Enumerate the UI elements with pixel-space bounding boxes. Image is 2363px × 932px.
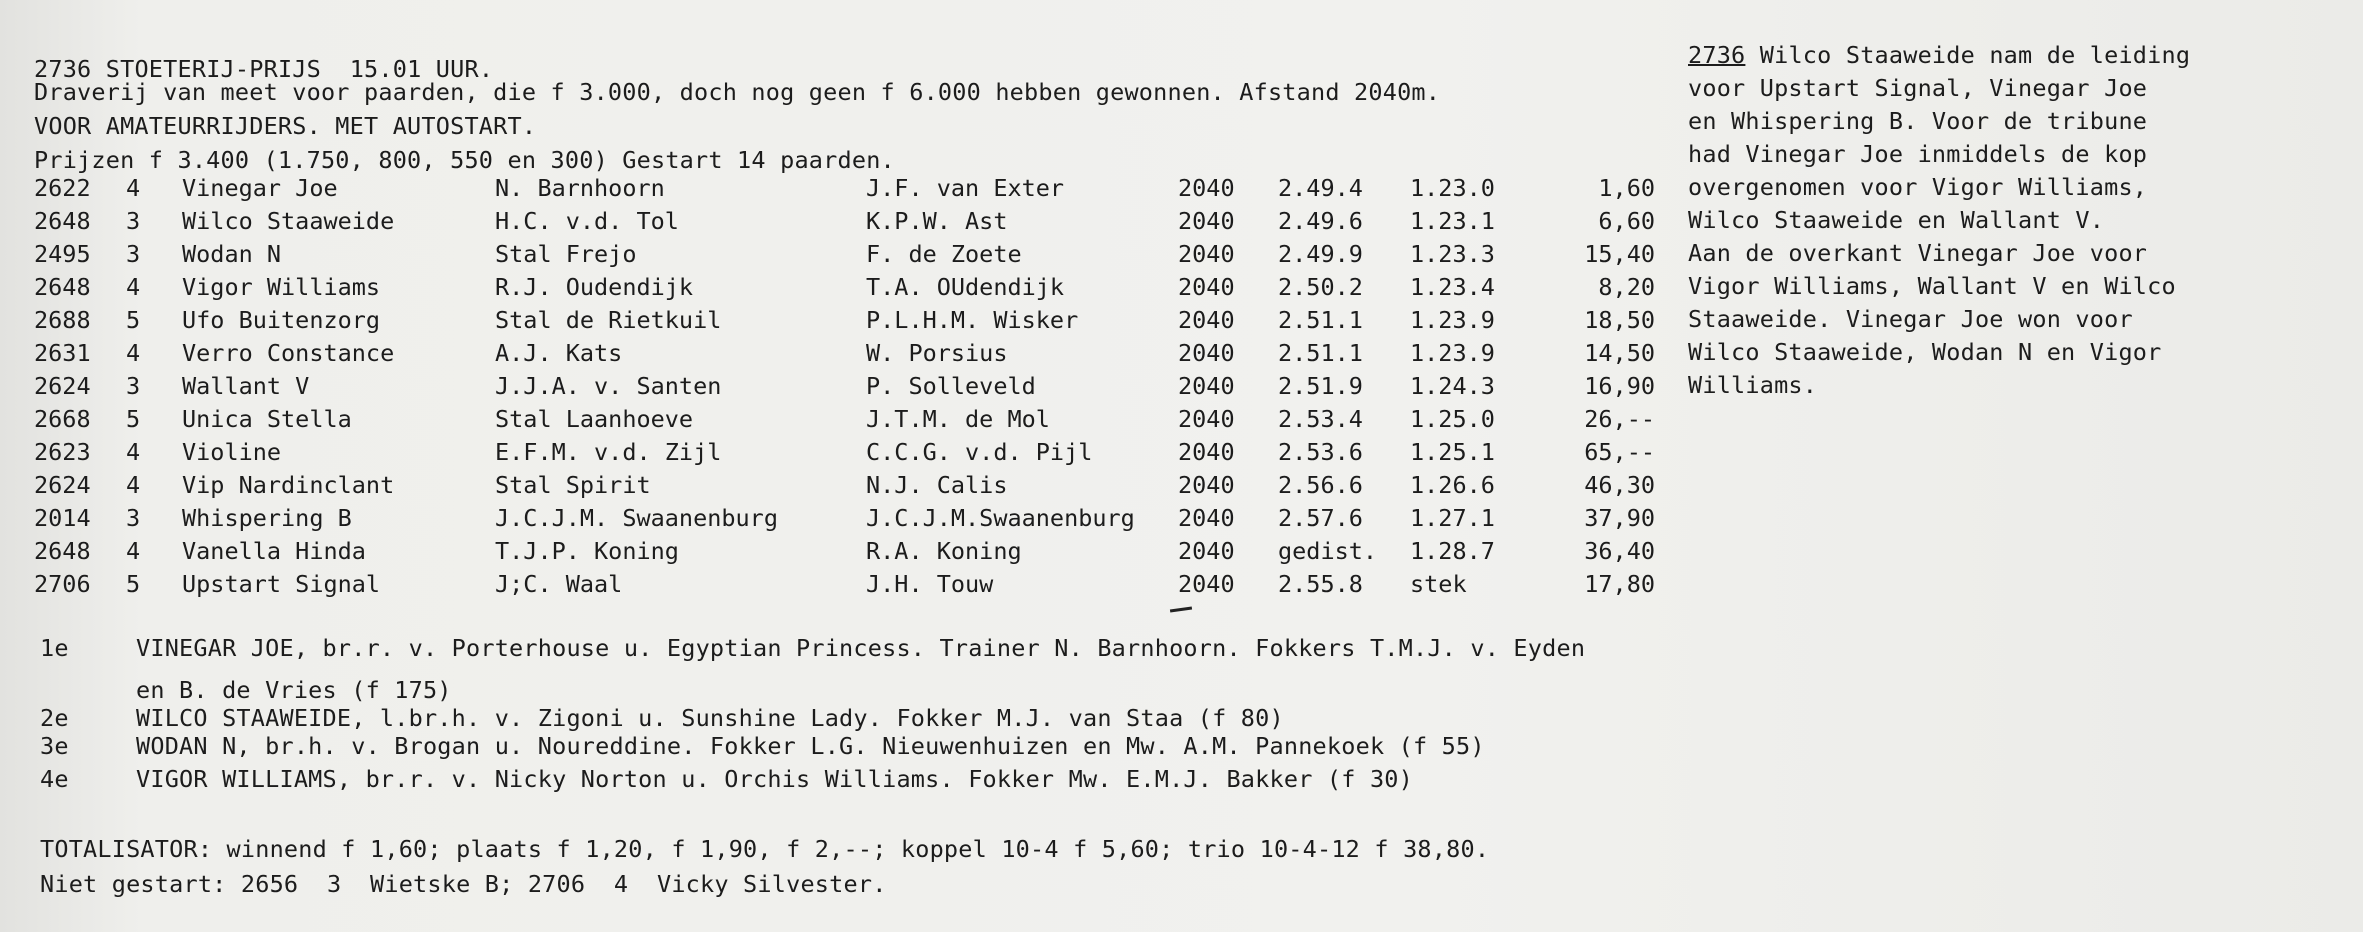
driver-name: K.P.W. Ast (866, 207, 1008, 235)
driver-name: T.A. OUdendijk (866, 273, 1065, 301)
owner-name: T.J.P. Koning (495, 537, 679, 565)
race-time: 2.49.9 (1278, 240, 1363, 268)
race-time: gedist. (1278, 537, 1378, 565)
distance: 2040 (1178, 537, 1235, 565)
race-time: 2.51.1 (1278, 306, 1363, 334)
horse-name: Wodan N (182, 240, 282, 268)
horse-name: Vanella Hinda (182, 537, 366, 565)
commentary-line: voor Upstart Signal, Vinegar Joe (1688, 74, 2148, 102)
placing-label: 3e (40, 732, 69, 760)
km-time: 1.23.0 (1410, 174, 1495, 202)
race-ref: 2668 (34, 405, 91, 433)
horse-name: Vinegar Joe (182, 174, 338, 202)
race-ref: 2623 (34, 438, 91, 466)
horse-age: 3 (126, 240, 141, 268)
commentary-line: en Whispering B. Voor de tribune (1688, 107, 2148, 135)
horse-age: 5 (126, 405, 141, 433)
distance: 2040 (1178, 570, 1235, 598)
race-rules: VOOR AMATEURRIJDERS. MET AUTOSTART. (34, 112, 537, 140)
owner-name: A.J. Kats (495, 339, 623, 367)
race-prizes: Prijzen f 3.400 (1.750, 800, 550 en 300) Gestart 14 paarden. (34, 146, 895, 174)
owner-name: R.J. Oudendijk (495, 273, 694, 301)
owner-name: N. Barnhoorn (495, 174, 665, 202)
horse-name: Violine (182, 438, 282, 466)
driver-name: C.C.G. v.d. Pijl (866, 438, 1093, 466)
horse-name: Wallant V (182, 372, 310, 400)
odds: 14,50 (1584, 339, 1655, 367)
commentary-line: Vigor Williams, Wallant V en Wilco (1688, 272, 2176, 300)
km-time: 1.23.1 (1410, 207, 1495, 235)
distance: 2040 (1178, 339, 1235, 367)
driver-name: R.A. Koning (866, 537, 1022, 565)
distance: 2040 (1178, 240, 1235, 268)
driver-name: J.T.M. de Mol (866, 405, 1050, 433)
race-ref: 2622 (34, 174, 91, 202)
owner-name: J.C.J.M. Swaanenburg (495, 504, 778, 532)
race-time: 2.56.6 (1278, 471, 1363, 499)
race-ref: 2624 (34, 471, 91, 499)
horse-age: 5 (126, 570, 141, 598)
commentary-ref: 2736 (1688, 41, 1746, 69)
odds: 46,30 (1584, 471, 1655, 499)
km-time: 1.23.9 (1410, 306, 1495, 334)
horse-age: 3 (126, 504, 141, 532)
commentary-line: Wilco Staaweide en Wallant V. (1688, 206, 2105, 234)
km-time: 1.25.1 (1410, 438, 1495, 466)
horse-age: 4 (126, 438, 141, 466)
placing-label: 4e (40, 765, 69, 793)
distance: 2040 (1178, 372, 1235, 400)
odds: 8,20 (1598, 273, 1655, 301)
owner-name: Stal Spirit (495, 471, 651, 499)
commentary-line: Staaweide. Vinegar Joe won voor (1688, 305, 2133, 333)
km-time: 1.23.9 (1410, 339, 1495, 367)
race-ref: 2014 (34, 504, 91, 532)
owner-name: E.F.M. v.d. Zijl (495, 438, 722, 466)
odds: 15,40 (1584, 240, 1655, 268)
race-conditions: Draverij van meet voor paarden, die f 3.000, doch nog geen f 6.000 hebben gewonnen. Afstand 2040m. (34, 78, 1441, 106)
horse-name: Unica Stella (182, 405, 352, 433)
race-ref: 2648 (34, 537, 91, 565)
horse-name: Wilco Staaweide (182, 207, 395, 235)
horse-age: 3 (126, 372, 141, 400)
driver-name: J.C.J.M.Swaanenburg (866, 504, 1135, 532)
driver-name: P. Solleveld (866, 372, 1036, 400)
distance: 2040 (1178, 174, 1235, 202)
distance: 2040 (1178, 504, 1235, 532)
horse-name: Whispering B (182, 504, 352, 532)
commentary-line (1688, 40, 2190, 70)
driver-name: J.F. van Exter (866, 174, 1065, 202)
driver-name: J.H. Touw (866, 570, 994, 598)
race-ref: 2648 (34, 207, 91, 235)
distance: 2040 (1178, 273, 1235, 301)
horse-name: Vip Nardinclant (182, 471, 395, 499)
distance: 2040 (1178, 306, 1235, 334)
race-time: 2.49.6 (1278, 207, 1363, 235)
distance: 2040 (1178, 405, 1235, 433)
horse-name: Upstart Signal (182, 570, 381, 598)
km-time: 1.28.7 (1410, 537, 1495, 565)
totalisator-line: TOTALISATOR: winnend f 1,60; plaats f 1,20, f 1,90, f 2,--; koppel 10-4 f 5,60; trio 10-4-12 f 38,80. (40, 835, 1490, 863)
driver-name: W. Porsius (866, 339, 1008, 367)
placing-text: en B. de Vries (f 175) (136, 676, 452, 704)
driver-name: F. de Zoete (866, 240, 1022, 268)
commentary-line: Wilco Staaweide, Wodan N en Vigor (1688, 338, 2162, 366)
odds: 26,-- (1584, 405, 1655, 433)
owner-name: Stal Frejo (495, 240, 637, 268)
placing-label: 1e (40, 634, 69, 662)
horse-age: 4 (126, 273, 141, 301)
horse-age: 5 (126, 306, 141, 334)
race-ref: 2648 (34, 273, 91, 301)
horse-age: 4 (126, 537, 141, 565)
km-time: 1.23.4 (1410, 273, 1495, 301)
placing-text: VINEGAR JOE, br.r. v. Porterhouse u. Egyptian Princess. Trainer N. Barnhoorn. Fokkers T.M.J. v. Eyden (136, 634, 1586, 662)
page-number-mark (905, 0, 975, 6)
odds: 17,80 (1584, 570, 1655, 598)
placing-text: WILCO STAAWEIDE, l.br.h. v. Zigoni u. Sunshine Lady. Fokker M.J. van Staa (f 80) (136, 704, 1284, 732)
commentary-line: had Vinegar Joe inmiddels de kop (1688, 140, 2148, 168)
race-number: 2736 (34, 55, 92, 83)
placing-text: WODAN N, br.h. v. Brogan u. Noureddine. Fokker L.G. Nieuwenhuizen en Mw. A.M. Pannekoek (f 55) (136, 732, 1485, 760)
horse-age: 4 (126, 339, 141, 367)
horse-name: Ufo Buitenzorg (182, 306, 381, 334)
commentary-line: Aan de overkant Vinegar Joe voor (1688, 239, 2148, 267)
odds: 65,-- (1584, 438, 1655, 466)
odds: 37,90 (1584, 504, 1655, 532)
odds: 18,50 (1584, 306, 1655, 334)
horse-name: Vigor Williams (182, 273, 381, 301)
race-ref: 2495 (34, 240, 91, 268)
distance: 2040 (1178, 438, 1235, 466)
race-time: 2.51.1 (1278, 339, 1363, 367)
horse-name: Verro Constance (182, 339, 395, 367)
race-time: 2.50.2 (1278, 273, 1363, 301)
race-time: 2.49.4 (1278, 174, 1363, 202)
commentary-first-line: Wilco Staaweide nam de leiding (1745, 41, 2191, 69)
owner-name: Stal de Rietkuil (495, 306, 722, 334)
km-time: 1.24.3 (1410, 372, 1495, 400)
km-time: stek (1410, 570, 1467, 598)
race-time: 2.55.8 (1278, 570, 1363, 598)
owner-name: J.J.A. v. Santen (495, 372, 722, 400)
odds: 6,60 (1598, 207, 1655, 235)
distance: 2040 (1178, 207, 1235, 235)
km-time: 1.23.3 (1410, 240, 1495, 268)
race-time: 2.51.9 (1278, 372, 1363, 400)
horse-age: 4 (126, 471, 141, 499)
race-time: 2.53.6 (1278, 438, 1363, 466)
odds: 1,60 (1598, 174, 1655, 202)
distance: 2040 (1178, 471, 1235, 499)
owner-name: J;C. Waal (495, 570, 623, 598)
race-ref: 2706 (34, 570, 91, 598)
owner-name: Stal Laanhoeve (495, 405, 694, 433)
race-ref: 2624 (34, 372, 91, 400)
driver-name: P.L.H.M. Wisker (866, 306, 1079, 334)
km-time: 1.27.1 (1410, 504, 1495, 532)
owner-name: H.C. v.d. Tol (495, 207, 679, 235)
race-title: STOETERIJ-PRIJS (105, 55, 321, 83)
odds: 16,90 (1584, 372, 1655, 400)
race-ref: 2688 (34, 306, 91, 334)
odds: 36,40 (1584, 537, 1655, 565)
placing-text: VIGOR WILLIAMS, br.r. v. Nicky Norton u. Orchis Williams. Fokker Mw. E.M.J. Bakker (f 30) (136, 765, 1413, 793)
race-time: 2.53.4 (1278, 405, 1363, 433)
driver-name: N.J. Calis (866, 471, 1008, 499)
race-time: 2.57.6 (1278, 504, 1363, 532)
placing-label: 2e (40, 704, 69, 732)
horse-age: 4 (126, 174, 141, 202)
km-time: 1.25.0 (1410, 405, 1495, 433)
race-time: 15.01 UUR. (349, 55, 494, 83)
commentary-line: Williams. (1688, 371, 1818, 399)
km-time: 1.26.6 (1410, 471, 1495, 499)
not-started-line: Niet gestart: 2656 3 Wietske B; 2706 4 Vicky Silvester. (40, 870, 887, 898)
commentary-line: overgenomen voor Vigor Williams, (1688, 173, 2148, 201)
horse-age: 3 (126, 207, 141, 235)
race-ref: 2631 (34, 339, 91, 367)
